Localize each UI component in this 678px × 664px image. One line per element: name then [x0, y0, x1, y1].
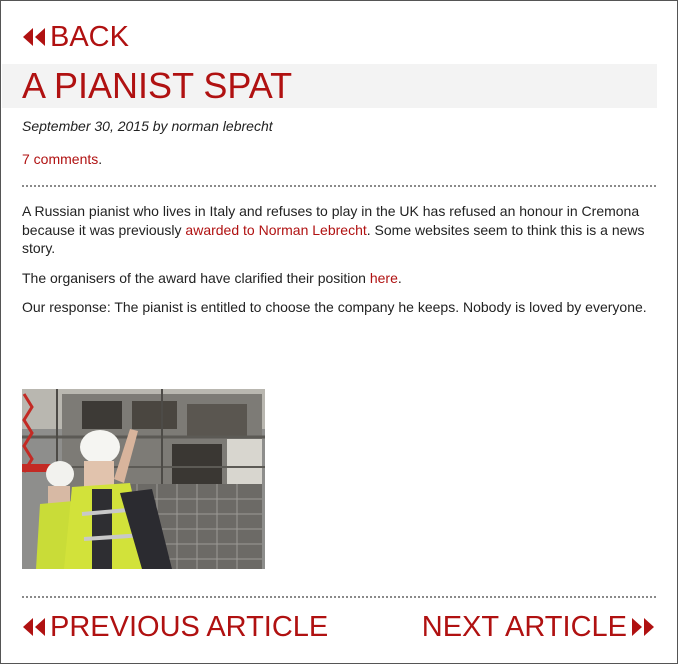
- double-arrow-left-icon: [22, 27, 46, 47]
- article-photo: [22, 389, 265, 569]
- paragraph-2: [22, 269, 652, 288]
- page-title: A PIANIST SPAT: [22, 65, 293, 106]
- next-article-label: NEXT ARTICLE: [421, 610, 627, 643]
- paragraph-3: Our response: The pianist is entitled to choose the company he keeps. Nobody is loved by everyone.: [22, 299, 647, 315]
- comments-line: [22, 151, 102, 167]
- paragraph-1-text-a: A Russian pianist who lives in Italy and refuses to play in the UK has refused an honour in Cremona because it was previously: [22, 203, 640, 238]
- previous-article-link[interactable]: [22, 608, 328, 646]
- here-link[interactable]: here: [369, 269, 398, 286]
- next-article-link[interactable]: [422, 608, 655, 646]
- previous-article-label: PREVIOUS ARTICLE: [50, 610, 329, 643]
- article-author: norman lebrecht: [171, 118, 273, 134]
- comments-link[interactable]: 7 comments: [22, 151, 99, 167]
- awarded-link[interactable]: awarded to Norman Lebrecht: [185, 221, 367, 238]
- comments-suffix: .: [98, 151, 103, 167]
- by-word: by: [152, 118, 168, 134]
- double-arrow-left-icon: [22, 617, 46, 637]
- divider-bottom: [22, 596, 656, 598]
- paragraph-2-text-a: The organisers of the award have clarified their position: [22, 269, 370, 286]
- paragraph-2-text-b: .: [397, 269, 402, 286]
- back-label: BACK: [50, 20, 129, 53]
- divider-top: [22, 185, 656, 187]
- paragraph-1-text-b: . Some websites seem to think this is a news story.: [22, 221, 645, 256]
- article-meta: [22, 118, 273, 134]
- article-date: September 30, 2015: [22, 118, 149, 134]
- paragraph-1: [22, 202, 652, 258]
- back-link[interactable]: [22, 19, 129, 55]
- double-arrow-right-icon: [631, 617, 655, 637]
- article-body: [22, 202, 652, 328]
